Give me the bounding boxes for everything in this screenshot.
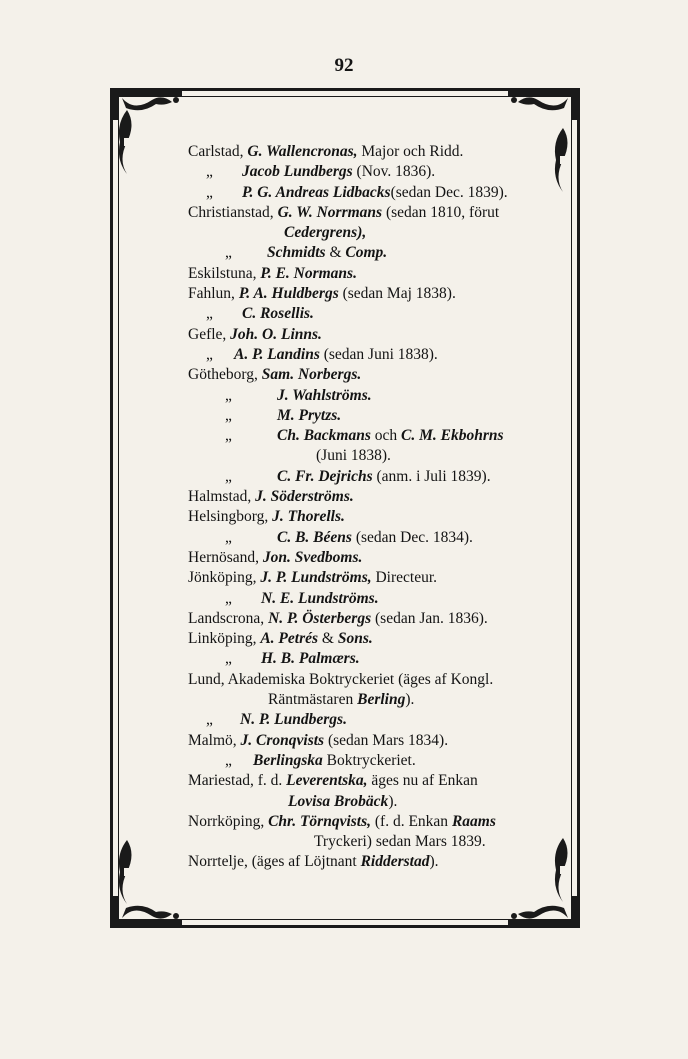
printer-name: H. B. Palmærs.	[261, 650, 360, 668]
entry-note: och	[374, 427, 398, 445]
list-item	[188, 690, 568, 710]
ditto-mark: „	[225, 244, 232, 262]
list-item	[188, 568, 568, 588]
entry-note: Tryckeri) sedan Mars 1839.	[314, 833, 486, 851]
city-name: Lund,	[188, 670, 225, 688]
list-item	[188, 446, 568, 466]
printer-name: C. B. Béens	[277, 528, 352, 546]
city-name: Mariestad,	[188, 772, 254, 790]
list-item	[188, 426, 568, 446]
entry-note: Boktryckeriet.	[326, 751, 416, 769]
printer-name: Leverentska,	[286, 772, 368, 790]
city-name: Landscrona,	[188, 609, 265, 627]
ditto-mark: „	[206, 183, 213, 201]
printer-name: A. Petrés	[260, 630, 319, 648]
entry-note: ).	[388, 792, 398, 810]
list-item	[188, 609, 568, 629]
city-name: Malmö,	[188, 731, 237, 749]
printer-name: C. Rosellis.	[242, 305, 314, 323]
city-name: Gefle,	[188, 325, 227, 343]
ditto-mark: „	[225, 467, 232, 485]
entry-note: Major och Ridd.	[361, 143, 464, 160]
city-name: Halmstad,	[188, 488, 252, 506]
list-item	[188, 832, 568, 852]
list-item	[188, 325, 568, 345]
city-name: Norrköping,	[188, 812, 265, 830]
list-item	[188, 183, 568, 203]
list-item	[188, 731, 568, 751]
printer-name: Lovisa Brobäck	[288, 792, 389, 810]
printer-name: C. Fr. Dejrichs	[277, 467, 373, 485]
city-name: Jönköping,	[188, 569, 257, 587]
printer-name: Berling	[357, 691, 406, 709]
entry-note: (f. d. Enkan	[374, 812, 449, 830]
list-item	[188, 792, 568, 812]
entry-note: &	[321, 630, 334, 648]
list-item	[188, 264, 568, 284]
printer-name: J. Thorells.	[272, 508, 345, 526]
printer-name: Ch. Backmans	[277, 427, 371, 445]
list-item	[188, 406, 568, 426]
printer-name: J. P. Lundströms,	[260, 569, 372, 587]
entry-note: (sedan Mars 1834).	[327, 731, 449, 749]
printer-list	[188, 142, 568, 873]
list-item	[188, 304, 568, 324]
entry-note: ).	[429, 853, 439, 871]
entry-note: (sedan Maj 1838).	[342, 285, 456, 303]
ditto-mark: „	[206, 711, 213, 729]
printer-name: P. G. Andreas Lidbacks	[242, 183, 391, 201]
list-item	[188, 487, 568, 507]
printer-name: Schmidts	[267, 244, 326, 262]
list-item	[188, 629, 568, 649]
city-name: Norrtelje,	[188, 853, 248, 871]
list-item	[188, 386, 568, 406]
printer-name: Jon. Svedboms.	[262, 548, 363, 566]
entry-note: (sedan 1810, förut	[385, 203, 500, 221]
ditto-mark: „	[206, 345, 213, 363]
entry-note: (sedan Dec. 1839).	[390, 183, 508, 201]
ditto-mark: „	[225, 427, 232, 445]
entry-note: (anm. i Juli 1839).	[376, 467, 491, 485]
list-item	[188, 751, 568, 771]
list-item	[188, 548, 568, 568]
printer-name: Jacob Lundbergs	[242, 163, 353, 181]
list-item	[188, 223, 568, 243]
entry-note: &	[329, 244, 342, 262]
page-number: 92	[334, 55, 354, 76]
ditto-mark: „	[225, 589, 232, 607]
printer-name: N. P. Lundbergs.	[240, 711, 347, 729]
entry-note: (sedan Jan. 1836).	[375, 609, 488, 627]
printer-name: Cedergrens),	[284, 224, 367, 242]
city-name: Christianstad,	[188, 203, 274, 221]
entry-note: (Juni 1838).	[316, 447, 391, 465]
list-item	[188, 852, 568, 872]
printer-name: J. Söderströms.	[255, 488, 354, 506]
city-name: Helsingborg,	[188, 508, 269, 526]
list-item	[188, 589, 568, 609]
printer-name: N. E. Lundströms.	[261, 589, 379, 607]
printer-name: Berlingska	[253, 751, 323, 769]
list-item	[188, 670, 568, 690]
list-item	[188, 243, 568, 263]
printer-name: J. Cronqvists	[240, 731, 325, 749]
corner-ornament-icon	[508, 90, 578, 120]
list-item	[188, 142, 568, 162]
side-ornament-icon	[116, 110, 138, 174]
ditto-mark: „	[225, 650, 232, 668]
ditto-mark: „	[206, 305, 213, 323]
list-item	[188, 812, 568, 832]
entry-note: (Nov. 1836).	[356, 163, 436, 181]
list-item	[188, 345, 568, 365]
list-item	[188, 467, 568, 487]
printer-name: G. W. Norrmans	[277, 203, 383, 221]
city-name: Götheborg,	[188, 366, 258, 384]
printer-name: J. Wahlströms.	[277, 386, 372, 404]
printer-name: A. P. Landins	[234, 345, 320, 363]
entry-note: (äges af Löjtnant	[251, 853, 357, 871]
printer-name: N. P. Österbergs	[268, 609, 372, 627]
entry-note: (sedan Dec. 1834).	[355, 528, 473, 546]
list-item	[188, 710, 568, 730]
list-item	[188, 162, 568, 182]
printer-name: Ridderstad	[360, 853, 430, 871]
list-item	[188, 284, 568, 304]
list-item	[188, 365, 568, 385]
printer-name: Raams	[451, 812, 496, 830]
printer-name: Comp.	[345, 244, 388, 262]
entry-note: Räntmästaren	[268, 691, 354, 709]
entry-note: (sedan Juni 1838).	[323, 345, 438, 363]
printer-name: M. Prytzs.	[277, 406, 342, 424]
entry-note: ).	[405, 691, 415, 709]
list-item	[188, 507, 568, 527]
side-ornament-icon	[116, 840, 138, 904]
city-name: Carlstad,	[188, 143, 244, 160]
city-name: Linköping,	[188, 630, 257, 648]
entry-note: f. d.	[257, 772, 283, 790]
printer-name: P. E. Normans.	[260, 264, 357, 282]
printer-name: Chr. Törnqvists,	[268, 812, 372, 830]
entry-note: Directeur.	[375, 569, 438, 587]
ditto-mark: „	[206, 163, 213, 181]
city-name: Hernösand,	[188, 548, 260, 566]
printer-name: Joh. O. Linns.	[230, 325, 322, 343]
printer-name: Sam. Norbergs.	[261, 366, 362, 384]
printer-name: P. A. Huldbergs	[238, 285, 339, 303]
ditto-mark: „	[225, 406, 232, 424]
list-item	[188, 528, 568, 548]
ditto-mark: „	[225, 751, 232, 769]
printer-name: Sons.	[337, 630, 373, 648]
ditto-mark: „	[225, 386, 232, 404]
printer-name: G. Wallencronas,	[247, 143, 358, 160]
entry-note: Akademiska Boktryckeriet (äges af Kongl.	[227, 670, 494, 688]
entry-note: äges nu af Enkan	[371, 772, 478, 790]
ditto-mark: „	[225, 528, 232, 546]
printer-name: C. M. Ekbohrns	[401, 427, 504, 445]
city-name: Fahlun,	[188, 285, 235, 303]
list-item	[188, 771, 568, 791]
list-item	[188, 649, 568, 669]
city-name: Eskilstuna,	[188, 264, 257, 282]
list-item	[188, 203, 568, 223]
